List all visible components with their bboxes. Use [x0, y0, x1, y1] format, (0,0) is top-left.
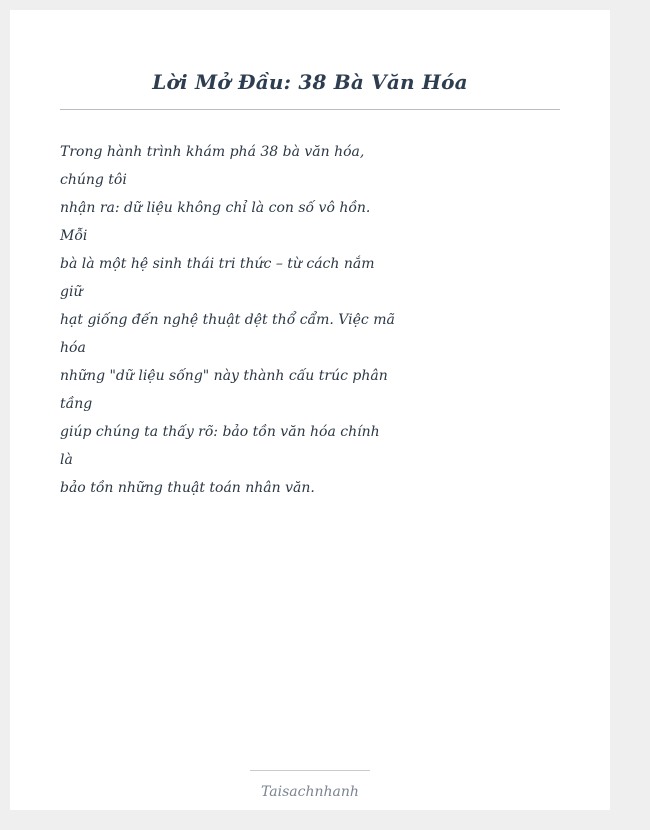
text-line: hạt giống đến nghệ thuật dệt thổ cẩm. Việc mã [60, 312, 395, 328]
text-line: nhận ra: dữ liệu không chỉ là con số vô hồn. [60, 200, 371, 216]
text-line: chúng tôi [60, 172, 127, 188]
footer-source: Taisachnhanh [261, 784, 359, 800]
text-line: giữ [60, 284, 83, 300]
text-line: tầng [60, 396, 93, 412]
page-title: Lời Mở Đầu: 38 Bà Văn Hóa [152, 70, 468, 94]
text-line: bảo tồn những thuật toán nhân văn. [60, 480, 315, 496]
document-page [10, 10, 610, 810]
text-line: Mỗi [60, 228, 88, 244]
text-line: giúp chúng ta thấy rõ: bảo tồn văn hóa chính [60, 424, 380, 440]
text-line: là [60, 452, 73, 468]
footer-divider [250, 770, 370, 771]
text-line: bà là một hệ sinh thái tri thức – từ cách nắm [60, 256, 375, 272]
text-line: những "dữ liệu sống" này thành cấu trúc phân [60, 368, 388, 384]
text-line: Trong hành trình khám phá 38 bà văn hóa, [60, 144, 365, 160]
title-divider [60, 109, 560, 110]
body-text [60, 138, 395, 502]
text-line: hóa [60, 340, 86, 356]
